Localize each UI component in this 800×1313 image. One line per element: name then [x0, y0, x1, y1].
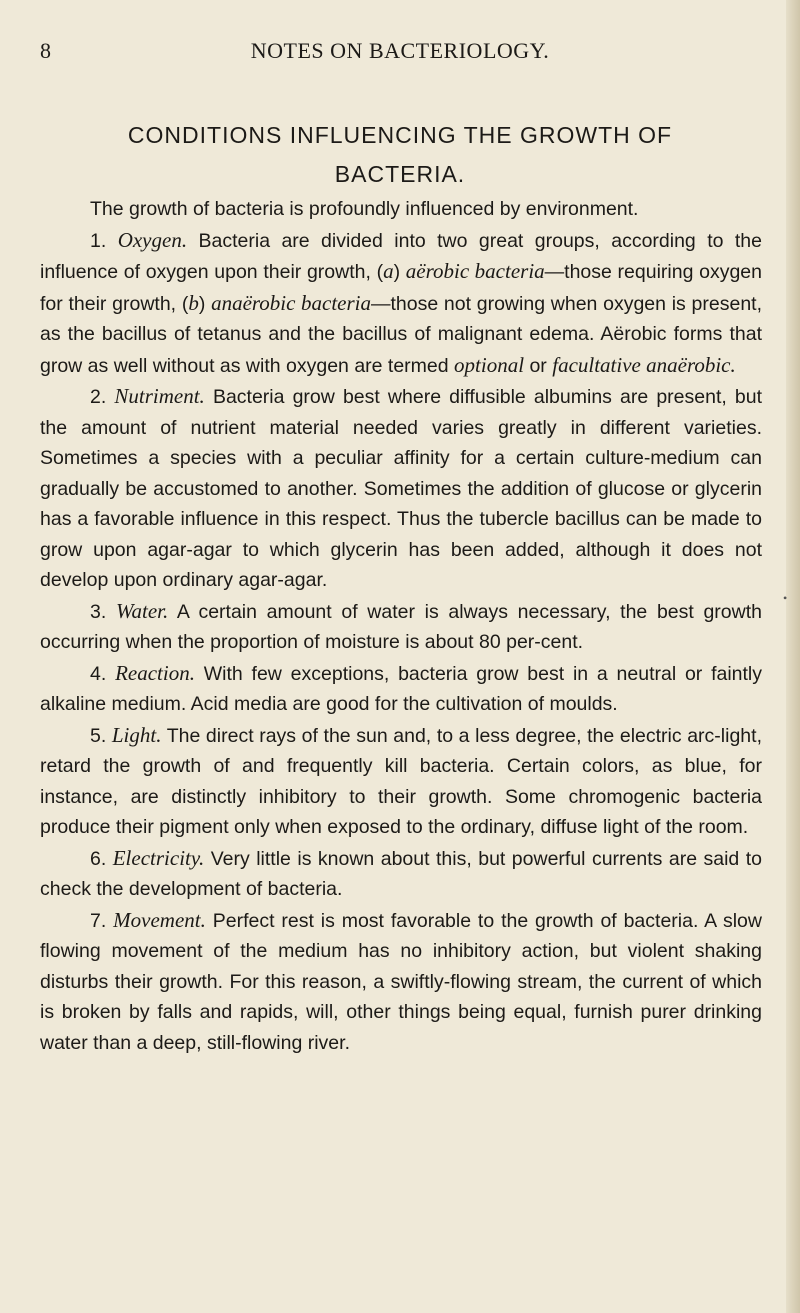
item-text: With few exceptions, bacteria grow best in a neutral or faintly alkaline medium. Acid media are good for the cultivation of moulds.: [40, 662, 763, 715]
item-title-reaction: Reaction.: [115, 660, 195, 685]
term-anaerobic: anaërobic bacteria: [211, 290, 371, 315]
label-b: b: [188, 290, 199, 315]
chapter-title: [60, 116, 740, 194]
paragraph-electricity: [40, 843, 762, 905]
item-text: —those not growing when oxygen is present, as the bacillus of tetanus and the bacillus of malignant edema. Aërobic forms that grow as well without as with oxygen are termed: [40, 292, 762, 377]
paragraph-nutriment: [40, 381, 762, 596]
chapter-title-line-2: BACTERIA.: [334, 161, 466, 187]
paragraph-oxygen: [40, 225, 762, 382]
paragraph-reaction: [40, 658, 762, 720]
item-title-oxygen: Oxygen.: [117, 227, 188, 252]
item-number: 2.: [90, 386, 107, 408]
chapter-title-line-1: CONDITIONS INFLUENCING THE GROWTH OF: [127, 122, 673, 148]
margin-dot-mark: •: [783, 591, 788, 605]
item-title-nutriment: Nutriment.: [114, 384, 205, 408]
body-text: [40, 194, 762, 1058]
term-optional: optional: [454, 352, 525, 377]
running-head: [40, 38, 760, 68]
page-number: 8: [40, 38, 52, 63]
item-text: —those requiring oxygen for their growth, (: [40, 261, 762, 315]
term-facultative: facultative anaërobic.: [552, 352, 736, 377]
item-title-water: Water.: [115, 598, 169, 623]
item-number: 7.: [90, 909, 107, 932]
item-text: Bacteria are divided into two great groups, according to the influence of oxygen upon their growth, (: [40, 229, 762, 283]
item-number: 3.: [90, 600, 107, 623]
item-text: ): [198, 292, 212, 315]
item-title-electricity: Electricity.: [112, 845, 205, 870]
intro-paragraph: The growth of bacteria is profoundly influenced by environment.: [90, 198, 639, 220]
item-text: Bacteria grow best where diffusible albumins are present, but the amount of nutrient material needed varies greatly in different varieties. Sometimes a species with a peculiar affinity for a certain culture-medium can gradually be accustomed to another. Sometimes the addition of glucose or glycerin has a favorable influence in this respect. Thus the tubercle bacillus can be made to grow upon agar-agar to which glycerin has been added, although it does not develop upon ordinary agar-agar.: [40, 386, 763, 591]
item-text: Perfect rest is most favorable to the growth of bacteria. A slow flowing movement of the medium has no inhibitory action, but violent shaking disturbs their growth. For this reason, a swiftly-flowing stream, the current of which is broken by falls and rapids, will, other things being equal, furnish purer drinking water than a deep, still-flowing river.: [40, 909, 762, 1054]
item-text: A certain amount of water is always necessary, the best growth occurring when the proportion of moisture is about 80 per-cent.: [40, 600, 762, 653]
item-text: The direct rays of the sun and, to a less degree, the electric arc-light, retard the growth of and frequently kill bacteria. Certain colors, as blue, for instance, are distinctly inhibitory to their growth. Some chromogenic bacteria produce their pigment only when exposed to the ordinary, diffuse light of the room.: [40, 724, 762, 838]
item-title-light: Light.: [111, 722, 162, 747]
term-aerobic: aërobic bacteria: [405, 259, 545, 283]
page-edge: [786, 0, 800, 1313]
item-number: 1.: [90, 229, 107, 252]
item-number: 6.: [90, 847, 107, 870]
paragraph-movement: [40, 905, 762, 1059]
paragraph-water: [40, 596, 762, 658]
item-text: Very little is known about this, but powerful currents are said to check the development of bacteria.: [40, 847, 762, 900]
item-title-movement: Movement.: [113, 907, 206, 932]
paragraph-light: [40, 720, 762, 843]
running-title: NOTES ON BACTERIOLOGY.: [250, 38, 550, 63]
label-a: a: [383, 259, 394, 283]
item-number: 5.: [90, 724, 107, 747]
item-text: or: [524, 354, 553, 377]
item-text: ): [393, 261, 406, 283]
item-number: 4.: [90, 662, 107, 685]
